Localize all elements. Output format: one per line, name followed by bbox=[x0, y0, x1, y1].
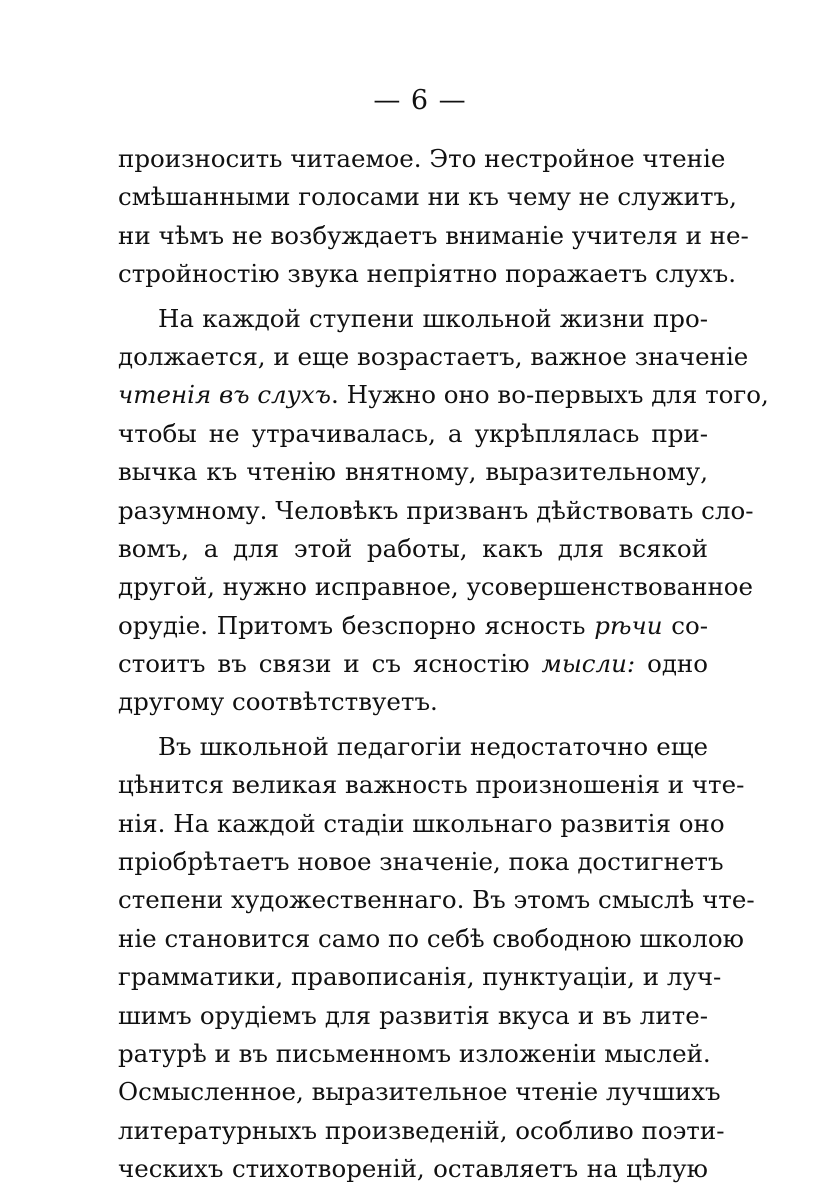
text-line: степени художественнаго. Въ этомъ смыслѣ чте- bbox=[118, 885, 755, 915]
text-line: стройностію звука непріятно поражаетъ слухъ. bbox=[118, 259, 737, 289]
italic-word: мысли: bbox=[541, 649, 636, 679]
text-line bbox=[118, 607, 708, 645]
italic-phrase: чтенія въ слухъ bbox=[118, 380, 332, 410]
text-line: литературныхъ произведеній, особливо поэти- bbox=[118, 1115, 725, 1145]
text-line: ратурѣ и въ письменномъ изложеніи мыслей. bbox=[118, 1038, 711, 1068]
text-line: смѣшанными голосами ни къ чему не служитъ, bbox=[118, 182, 737, 212]
text-line: вычка къ чтенію внятному, выразительному, bbox=[118, 457, 708, 487]
text-line bbox=[118, 376, 769, 414]
text-line: цѣнится великая важность произношенія и чте- bbox=[118, 770, 745, 800]
text-line: должается, и еще возрастаетъ, важное значеніе bbox=[118, 341, 749, 371]
text-line: шимъ орудіемъ для развитія вкуса и въ лите- bbox=[118, 1000, 708, 1030]
text-segment: одно bbox=[635, 649, 708, 679]
text-line: вомъ, а для этой работы, какъ для всякой bbox=[118, 533, 708, 563]
text-line: другому соотвѣтствуетъ. bbox=[118, 687, 438, 717]
text-line: грамматики, правописанія, пунктуаціи, и луч- bbox=[118, 962, 722, 992]
page-number: — 6 — bbox=[373, 85, 467, 116]
text-line: Въ школьной педагогіи недостаточно еще bbox=[158, 731, 708, 761]
text-line: ческихъ стихотвореній, оставляетъ на цѣлую bbox=[118, 1154, 708, 1184]
text-line: произносить читаемое. Это нестройное чтеніе bbox=[118, 144, 726, 173]
text-line: разумному. Человѣкъ призванъ дѣйствовать сло- bbox=[118, 495, 754, 525]
text-segment: орудіе. Притомъ безспорно ясность bbox=[118, 610, 595, 640]
text-segment: . Нужно оно во-первыхъ для того, bbox=[331, 380, 769, 410]
text-line: На каждой ступени школьной жизни про- bbox=[158, 303, 708, 333]
text-line: ніе становится само по себѣ свободною школою bbox=[118, 923, 744, 953]
italic-word: рѣчи bbox=[594, 610, 663, 640]
text-segment: со- bbox=[662, 610, 708, 640]
text-segment: стоитъ въ связи и съ ясностію bbox=[118, 649, 542, 679]
text-line bbox=[118, 645, 708, 683]
body-text bbox=[118, 140, 769, 1189]
text-line: пріобрѣтаетъ новое значеніе, пока достигнетъ bbox=[118, 847, 724, 877]
text-line: другой, нужно исправное, усовершенствованное bbox=[118, 572, 754, 602]
text-line: ни чѣмъ не возбуждаетъ вниманіе учителя и не- bbox=[118, 220, 749, 250]
text-line: нія. На каждой стадіи школьнаго развитія оно bbox=[118, 808, 725, 838]
text-line: чтобы не утрачивалась, а укрѣплялась при- bbox=[118, 418, 708, 448]
text-line: Осмысленное, выразительное чтеніе лучшихъ bbox=[118, 1077, 721, 1107]
